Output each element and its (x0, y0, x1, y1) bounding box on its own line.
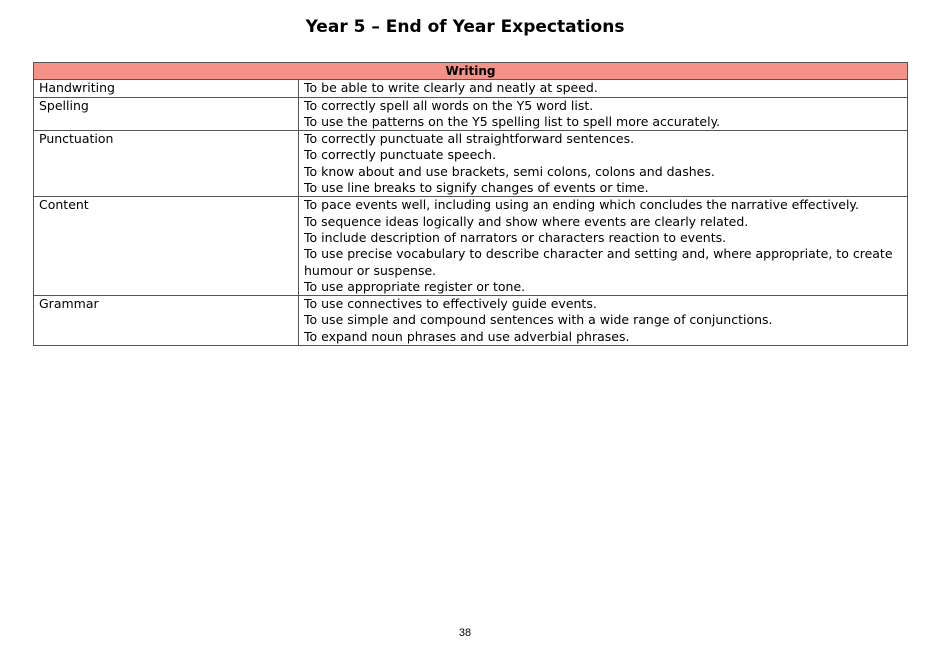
expectation-item: To expand noun phrases and use adverbial phrases. (304, 328, 630, 344)
section-header-row (34, 63, 908, 80)
page-title: Year 5 – End of Year Expectations (305, 17, 625, 37)
table-row (34, 80, 908, 97)
row-items (299, 131, 908, 197)
expectation-item: To be able to write clearly and neatly at speed. (304, 80, 598, 96)
expectation-item: To include description of narrators or characters reaction to events. (304, 229, 727, 245)
row-items (299, 296, 908, 346)
expectation-item: To correctly punctuate speech. (304, 147, 497, 163)
section-header: Writing (34, 63, 908, 80)
row-category: Spelling (34, 97, 299, 131)
expectations-table (33, 62, 908, 346)
expectation-item: To correctly spell all words on the Y5 word list. (304, 97, 594, 113)
expectation-item: To use appropriate register or tone. (304, 278, 526, 294)
expectation-item: To use simple and compound sentences with a wide range of conjunctions. (304, 312, 773, 328)
expectation-item: To correctly punctuate all straightforward sentences. (304, 131, 635, 147)
row-items (299, 197, 908, 296)
row-items (299, 80, 908, 97)
row-items (299, 97, 908, 131)
expectation-item: To use line breaks to signify changes of events or time. (304, 180, 649, 196)
table-row (34, 296, 908, 346)
row-category: Handwriting (34, 80, 299, 97)
row-category: Punctuation (34, 131, 299, 197)
table-row (34, 131, 908, 197)
expectation-item: To know about and use brackets, semi colons, colons and dashes. (304, 163, 715, 179)
table-row (34, 197, 908, 296)
row-category: Content (34, 197, 299, 296)
expectation-item: To use precise vocabulary to describe character and setting and, where appropriate, to create humour or suspense. (304, 246, 893, 278)
expectation-item: To use the patterns on the Y5 spelling list to spell more accurately. (304, 113, 721, 129)
expectation-item: To pace events well, including using an ending which concludes the narrative effectively. (304, 197, 860, 213)
table-row (34, 97, 908, 131)
page-number: 38 (458, 627, 472, 639)
expectation-item: To use connectives to effectively guide events. (304, 296, 597, 312)
row-category: Grammar (34, 296, 299, 346)
expectation-item: To sequence ideas logically and show where events are clearly related. (304, 213, 749, 229)
